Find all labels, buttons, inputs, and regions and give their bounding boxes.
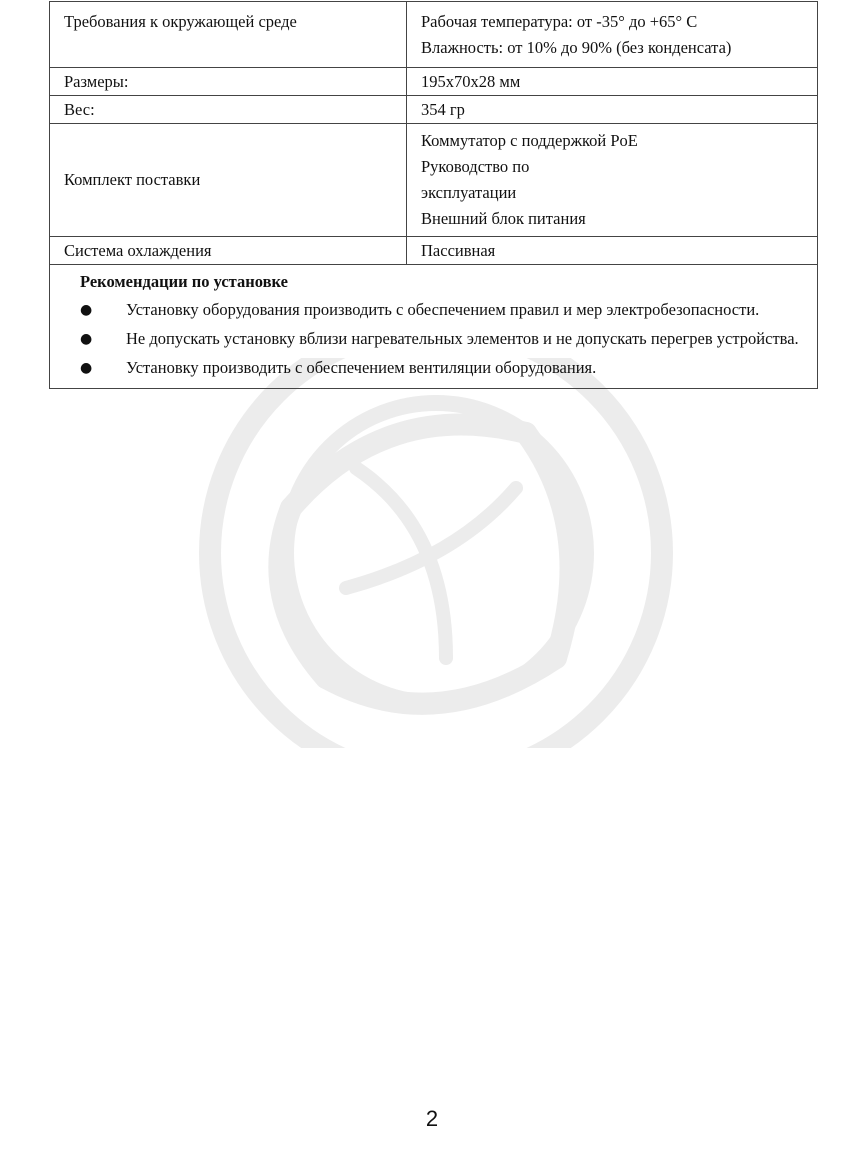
spec-value-line: 354 гр xyxy=(421,99,465,119)
spec-value-line: Внешний блок питания xyxy=(421,209,586,228)
recommendation-text: Установку производить с обеспечением вентиляции оборудования. xyxy=(126,358,597,377)
spec-value-cooling xyxy=(407,237,818,265)
table-row xyxy=(50,96,818,124)
spec-value-line: Влажность: от 10% до 90% (без конденсата) xyxy=(421,37,732,57)
bullet-icon: ● xyxy=(80,302,93,318)
spec-value-environment xyxy=(407,2,818,68)
spec-key-dimensions: Размеры: xyxy=(50,68,407,96)
table-row xyxy=(50,2,818,68)
recommendations-title: Рекомендации по установке xyxy=(80,272,288,291)
spec-value-line: Пассивная xyxy=(421,240,496,260)
recommendations-section xyxy=(50,265,818,389)
bullet-icon: ● xyxy=(80,331,93,347)
recommendation-text: Установку оборудования производить с обеспечением правил и мер электробезопасности. xyxy=(126,300,760,319)
spec-value-weight xyxy=(407,96,818,124)
list-item xyxy=(80,355,803,381)
spec-value-line: Рабочая температура: от -35° до +65° С xyxy=(421,11,698,31)
spec-key-weight: Вес: xyxy=(50,96,407,124)
table-row xyxy=(50,68,818,96)
watermark-logo xyxy=(196,358,676,748)
list-item xyxy=(80,297,803,323)
list-item xyxy=(80,326,803,352)
table-row-recommendations xyxy=(50,265,818,389)
spec-value-line: Коммутатор с поддержкой PoE xyxy=(421,131,638,150)
spec-value-line: эксплуатации xyxy=(421,183,517,202)
spec-value-dimensions xyxy=(407,68,818,96)
spec-value-line: 195x70x28 мм xyxy=(421,71,521,91)
spec-key-cooling: Система охлаждения xyxy=(50,237,407,265)
recommendation-text: Не допускать установку вблизи нагревательных элементов и не допускать перегрев устройства. xyxy=(126,329,799,348)
spec-key-package: Комплект поставки xyxy=(50,124,407,237)
table-row xyxy=(50,124,818,237)
bullet-icon: ● xyxy=(80,360,93,376)
spec-value-line: Руководство по xyxy=(421,157,530,176)
table-row xyxy=(50,237,818,265)
spec-key-environment: Требования к окружающей среде xyxy=(50,2,407,68)
spec-value-package xyxy=(407,124,818,237)
page-number: 2 xyxy=(425,1106,439,1131)
specifications-table xyxy=(49,1,818,389)
